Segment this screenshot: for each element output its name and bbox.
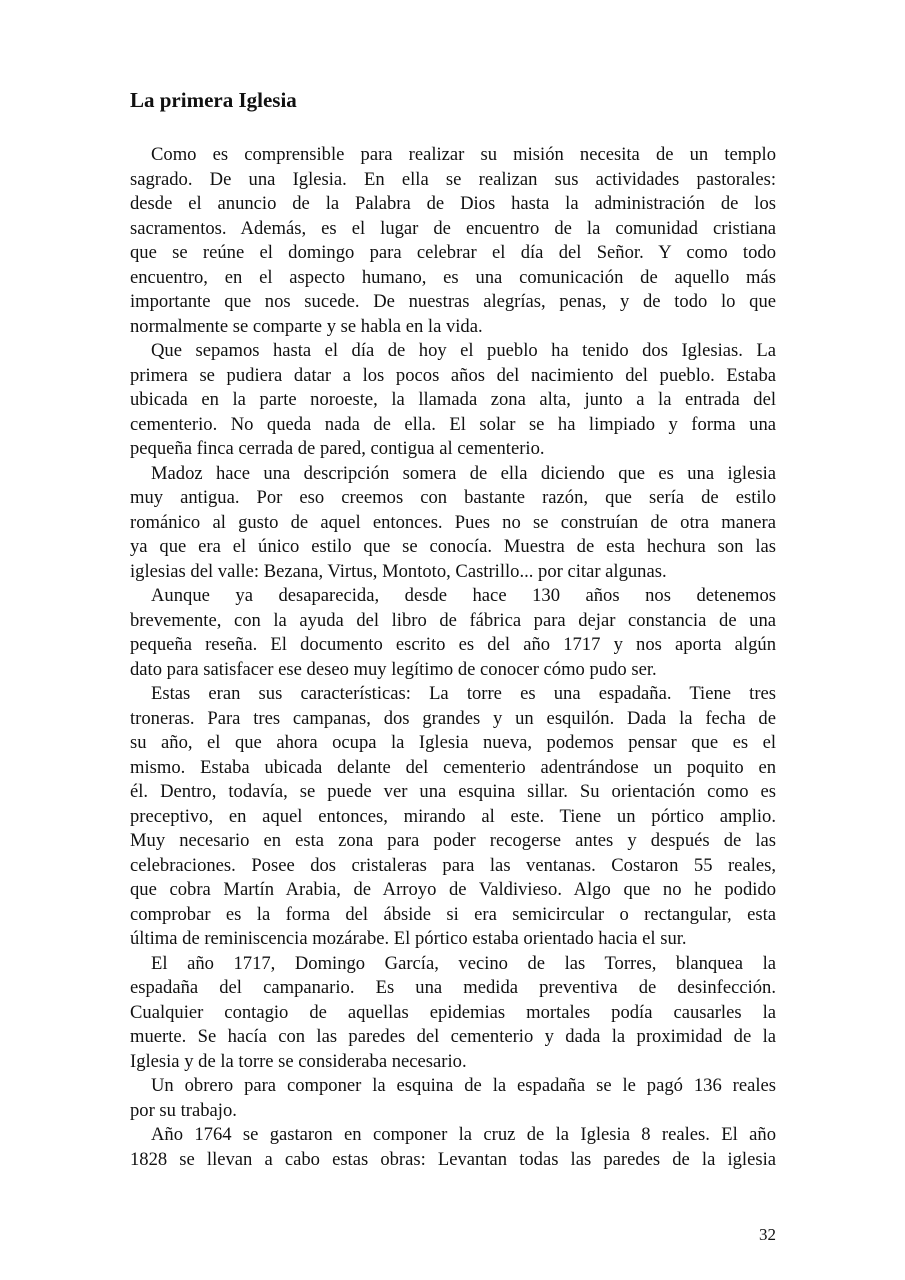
- paragraph: [130, 143, 776, 339]
- text-line: Estas eran sus características: La torre es una espadaña. Tiene tres: [151, 683, 776, 704]
- paragraph: [130, 1123, 776, 1172]
- text-line: iglesias del valle: Bezana, Virtus, Montoto, Castrillo... por citar algunas.: [130, 560, 667, 582]
- text-line: Año 1764 se gastaron en componer la cruz de la Iglesia 8 reales. El año: [151, 1124, 776, 1145]
- text-line: celebraciones. Posee dos cristaleras para las ventanas. Costaron 55 reales,: [130, 854, 776, 876]
- text-line: espadaña del campanario. Es una medida preventiva de desinfección.: [130, 977, 776, 998]
- text-line: pequeña reseña. El documento escrito es del año 1717 y nos aporta algún: [130, 634, 776, 655]
- text-line: Aunque ya desaparecida, desde hace 130 años nos detenemos: [151, 585, 776, 606]
- page-number: 32: [759, 1225, 776, 1244]
- text-line: mismo. Estaba ubicada delante del cementerio adentrándose un poquito en: [130, 756, 776, 778]
- text-line: románico al gusto de aquel entonces. Pues no se construían de otra manera: [130, 511, 776, 533]
- text-line: 1828 se llevan a cabo estas obras: Levantan todas las paredes de la iglesia: [130, 1148, 776, 1170]
- text-line: cementerio. No queda nada de ella. El solar se ha limpiado y forma una: [130, 413, 776, 435]
- text-line: desde el anuncio de la Palabra de Dios hasta la administración de los: [130, 193, 776, 214]
- text-line: por su trabajo.: [130, 1099, 237, 1121]
- paragraph: [130, 682, 776, 952]
- paragraph: [130, 952, 776, 1075]
- text-line: comprobar es la forma del ábside si era semicircular o rectangular, esta: [130, 903, 776, 925]
- text-line: ya que era el único estilo que se conocía. Muestra de esta hechura son las: [130, 536, 776, 557]
- text-line: encuentro, en el aspecto humano, es una comunicación de aquello más: [130, 266, 776, 288]
- text-line: preceptivo, en aquel entonces, mirando al este. Tiene un pórtico amplio.: [130, 805, 776, 827]
- text-line: muerte. Se hacía con las paredes del cementerio y dada la proximidad de la: [130, 1026, 776, 1047]
- text-line: troneras. Para tres campanas, dos grandes y un esquilón. Dada la fecha de: [130, 707, 776, 729]
- text-line: dato para satisfacer ese deseo muy legítimo de conocer cómo pudo ser.: [130, 658, 657, 680]
- text-line: que se reúne el domingo para celebrar el día del Señor. Y como todo: [130, 242, 776, 263]
- paragraph: [130, 339, 776, 462]
- text-line: Madoz hace una descripción somera de ella diciendo que es una iglesia: [151, 462, 776, 484]
- text-line: ubicada en la parte noroeste, la llamada zona alta, junto a la entrada del: [130, 389, 776, 410]
- body-text: [130, 143, 776, 1172]
- text-line: primera se pudiera datar a los pocos años del nacimiento del pueblo. Estaba: [130, 364, 776, 386]
- text-line: Cualquier contagio de aquellas epidemias mortales podía causarles la: [130, 1001, 776, 1023]
- text-line: que cobra Martín Arabia, de Arroyo de Valdivieso. Algo que no he podido: [130, 879, 776, 900]
- paragraph: [130, 584, 776, 682]
- text-line: él. Dentro, todavía, se puede ver una esquina sillar. Su orientación como es: [130, 781, 776, 802]
- text-line: pequeña finca cerrada de pared, contigua al cementerio.: [130, 438, 545, 459]
- text-line: sacramentos. Además, es el lugar de encuentro de la comunidad cristiana: [130, 217, 776, 239]
- text-line: muy antigua. Por eso creemos con bastante razón, que sería de estilo: [130, 487, 776, 508]
- paragraph: [130, 1074, 776, 1123]
- text-line: su año, el que ahora ocupa la Iglesia nueva, podemos pensar que es el: [130, 732, 776, 753]
- text-line: Un obrero para componer la esquina de la espadaña se le pagó 136 reales: [151, 1075, 776, 1096]
- text-line: El año 1717, Domingo García, vecino de las Torres, blanquea la: [151, 952, 776, 974]
- paragraph: [130, 462, 776, 585]
- text-line: Muy necesario en esta zona para poder recogerse antes y después de las: [130, 830, 776, 851]
- text-line: Iglesia y de la torre se consideraba necesario.: [130, 1050, 467, 1072]
- text-line: sagrado. De una Iglesia. En ella se realizan sus actividades pastorales:: [130, 168, 776, 190]
- text-line: importante que nos sucede. De nuestras alegrías, penas, y de todo lo que: [130, 291, 776, 312]
- text-line: Que sepamos hasta el día de hoy el pueblo ha tenido dos Iglesias. La: [151, 340, 776, 361]
- text-line: normalmente se comparte y se habla en la vida.: [130, 315, 483, 337]
- text-line: última de reminiscencia mozárabe. El pórtico estaba orientado hacia el sur.: [130, 928, 687, 949]
- text-line: brevemente, con la ayuda del libro de fábrica para dejar constancia de una: [130, 609, 776, 631]
- section-title: La primera Iglesia: [130, 88, 297, 112]
- text-line: Como es comprensible para realizar su misión necesita de un templo: [151, 144, 776, 165]
